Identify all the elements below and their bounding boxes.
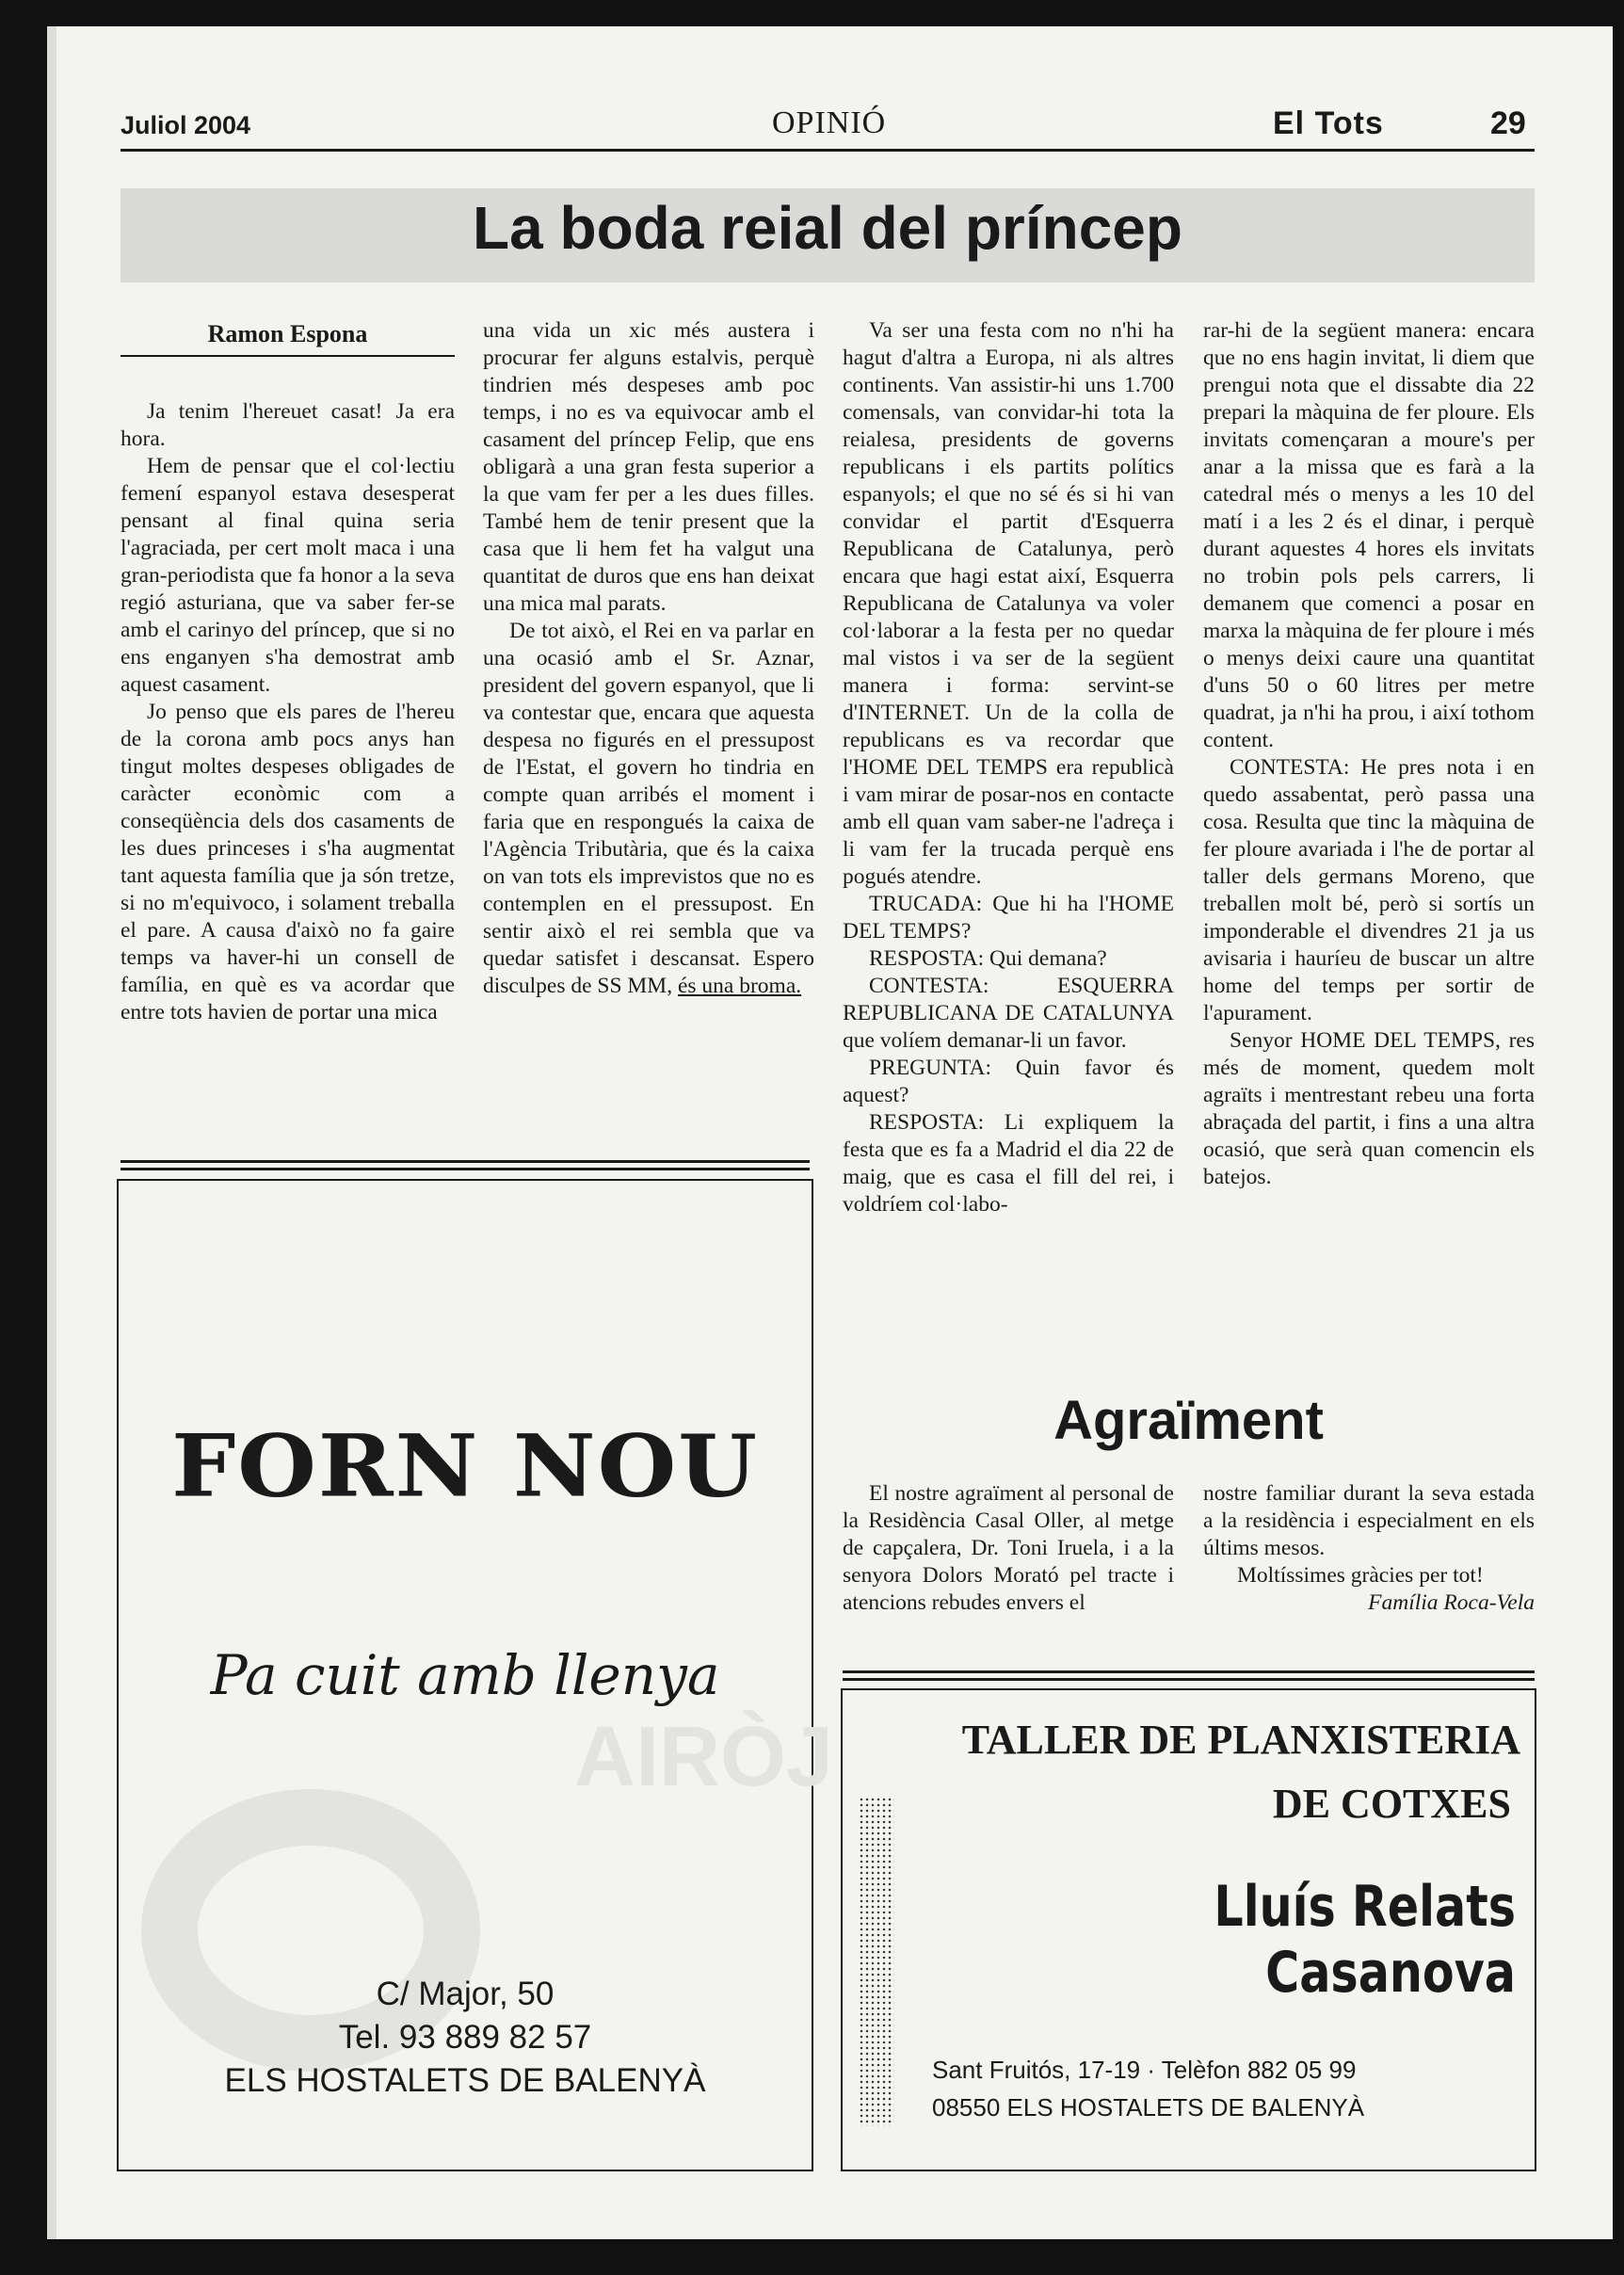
paragraph: RESPOSTA: Li expliquem la festa que es fa a Madrid el dia 22 de maig, que es casa el fill del rei, i voldríem col·labo- xyxy=(843,1110,1174,1217)
taller-owner-name: Lluís Relats Casanova xyxy=(1214,1874,1516,2006)
author-rule xyxy=(121,355,455,357)
forn-nou-town: ELS HOSTALETS DE BALENYÀ xyxy=(224,2062,706,2099)
thanks-column-1 xyxy=(843,1480,1174,1617)
taller-heading-line-1: TALLER DE PLANXISTERIA xyxy=(961,1717,1520,1763)
ad-rule-top xyxy=(843,1678,1535,1681)
forn-nou-slogan: Pa cuit amb llenya xyxy=(210,1643,720,1707)
thanks-text: nostre familiar durant la seva estada a la residència i especialment en els últims mesos. xyxy=(1203,1481,1535,1560)
section-name: OPINIÓ xyxy=(772,105,887,140)
paragraph: Ja tenim l'hereuet casat! Ja era hora. xyxy=(121,399,455,451)
forn-nou-name: FORN NOU xyxy=(171,1414,759,1517)
header-rule xyxy=(121,149,1535,152)
thanks-column-2 xyxy=(1203,1480,1535,1617)
forn-nou-contact xyxy=(121,1973,810,2103)
taller-town: 08550 ELS HOSTALETS DE BALENYÀ xyxy=(932,2093,1365,2122)
forn-nou-address: C/ Major, 50 xyxy=(376,1976,555,2012)
paragraph: Jo penso que els pares de l'hereu de la corona amb pocs anys han tingut moltes despeses obligades de caràcter econòmic com a conseqüència dels dos casaments de les dues princeses i s'ha augmentat tant aquesta família que ja són tretze, si no m'equivoco, i solament treballa el pare. A causa d'això no fa gaire temps va haver-hi un consell de família, en què es va acordar que entre tots havien de portar una mica xyxy=(121,700,455,1025)
article-author: Ramon Espona xyxy=(207,320,368,347)
ad-rule-top xyxy=(843,1670,1535,1673)
taller-heading-line-2: DE COTXES xyxy=(1272,1781,1511,1827)
paragraph: una vida un xic més austera i procurar fer alguns estalvis, perquè tindrien més despeses amb poc temps, i no es va equivocar amb el casament del príncep Felip, que ens obligarà a una gran festa superior a la que vam fer per a les dues filles. També hem de tenir present que la casa que li hem fet ha valgut una quantitat de duros que ens han deixat una mica mal parats. xyxy=(483,318,814,616)
page-number: 29 xyxy=(1490,105,1526,141)
ad-rule-top xyxy=(121,1160,810,1163)
thanks-signature: Família Roca-Vela xyxy=(1368,1590,1535,1615)
thanks-title: Agraïment xyxy=(1053,1390,1324,1451)
paragraph-text: De tot això, el Rei en va parlar en una ocasió amb el Sr. Aznar, president del govern espanyol, que li va contestar que, encara que aquesta despesa no figurés en el pressupost de l'Estat, el govern ho tindria en compte quan arribés el moment i faria que en respongués la caixa de l'Agència Tributària, que és la caixa on van tots els imprevistos que no es contemplen en el pressupost. En sentir això el rei sembla que va quedar satisfet i descansat. Espero disculpes de SS MM, xyxy=(483,619,814,998)
page-spine-shadow xyxy=(47,26,56,2239)
paragraph: CONTESTA: ESQUERRA REPUBLICANA DE CATALUNYA que volíem demanar-li un favor. xyxy=(843,974,1174,1053)
article-column-4 xyxy=(1203,317,1535,1191)
paragraph: CONTESTA: He pres nota i en quedo assabentat, però passa una cosa. Resulta que tinc la màquina de fer ploure avariada i l'he de portar al taller dels germans Moreno, que treballen molt bé, però si sortís un imponderable el divendres 21 ja us avisaria i hauríeu de buscar un altre home del temps per sortir de l'apurament. xyxy=(1203,755,1535,1025)
paragraph: PREGUNTA: Quin favor és aquest? xyxy=(843,1056,1174,1107)
joke-note: és una broma. xyxy=(677,974,802,998)
paragraph: TRUCADA: Que hi ha l'HOME DEL TEMPS? xyxy=(843,892,1174,944)
paragraph: rar-hi de la següent manera: encara que no ens hagin invitat, li diem que prengui nota que el dissabte dia 22 prepari la màquina de fer ploure. Els invitats començaran a moure's per anar a la missa que es farà a la catedral més o menys a les 10 del matí i a les 2 és el dinar, i perquè durant aquestes 4 hores els invitats no trobin pols pels carrers, li demanem que comenci a posar en marxa la màquina de fer ploure i més o menys deixi caure una quantitat d'uns 50 o 60 litres per metre quadrat, ja n'hi ha prou, i així tothom content. xyxy=(1203,318,1535,752)
article-title: La boda reial del príncep xyxy=(473,194,1182,262)
paragraph: Senyor HOME DEL TEMPS, res més de moment, quedem molt agraïts i mentrestant rebeu una forta abraçada del partit, i fins a una altra ocasió, que serà quan comencin els batejos. xyxy=(1203,1028,1535,1189)
thanks-closing: Moltíssimes gràcies per tot! xyxy=(1237,1563,1484,1588)
paragraph xyxy=(483,618,814,1000)
ad-rule-top xyxy=(121,1168,810,1170)
paragraph: Va ser una festa com no n'hi ha hagut d'altra a Europa, ni als altres continents. Van assistir-hi uns 1.700 comensals, van convidar-hi tota la reialesa, presidents de governs republicans i els partits polítics espanyols; el que no sé és si hi van convidar el partit d'Esquerra Republicana de Catalunya, però encara que hagi estat així, Esquerra Republicana de Catalunya va voler col·laborar a la festa per no quedar mal vistos i va ser de la següent manera i forma: servint-se d'INTERNET. Un de la colla de republicans es va recordar que l'HOME DEL TEMPS era republicà i vam mirar de posar-nos en contacte amb ell quan vam saber-ne l'adreça i li vam fer la trucada perquè ens pogués atendre. xyxy=(843,318,1174,889)
magazine-name: El Tots xyxy=(1273,105,1384,141)
dotted-decoration xyxy=(859,1797,894,2126)
paragraph: Hem de pensar que el col·lectiu femení espanyol estava desesperat pensant al final quina seria l'agraciada, per cert molt maca i una gran-periodista que fa honor a la seva regió asturiana, que va saber fer-se amb el carinyo del príncep, que si no ens enganyen s'ha demostrat amb aquest casament. xyxy=(121,454,455,697)
article-column-1 xyxy=(121,398,455,1026)
article-column-3 xyxy=(843,317,1174,1218)
paragraph: RESPOSTA: Qui demana? xyxy=(869,946,1107,971)
taller-contact xyxy=(932,2051,1412,2126)
issue-date: Juliol 2004 xyxy=(121,111,251,139)
forn-nou-phone: Tel. 93 889 82 57 xyxy=(338,2019,592,2056)
taller-address: Sant Fruitós, 17-19 · Telèfon 882 05 99 xyxy=(932,2056,1357,2084)
article-column-2 xyxy=(483,317,814,1000)
thanks-text: El nostre agraïment al personal de la Residència Casal Oller, al metge de capçalera, Dr. Toni Iruela, i a la senyora Dolors Morató pel tracte i atencions rebudes envers el xyxy=(843,1481,1174,1615)
bleed-through-text: AIRÒJ xyxy=(574,1710,834,1804)
